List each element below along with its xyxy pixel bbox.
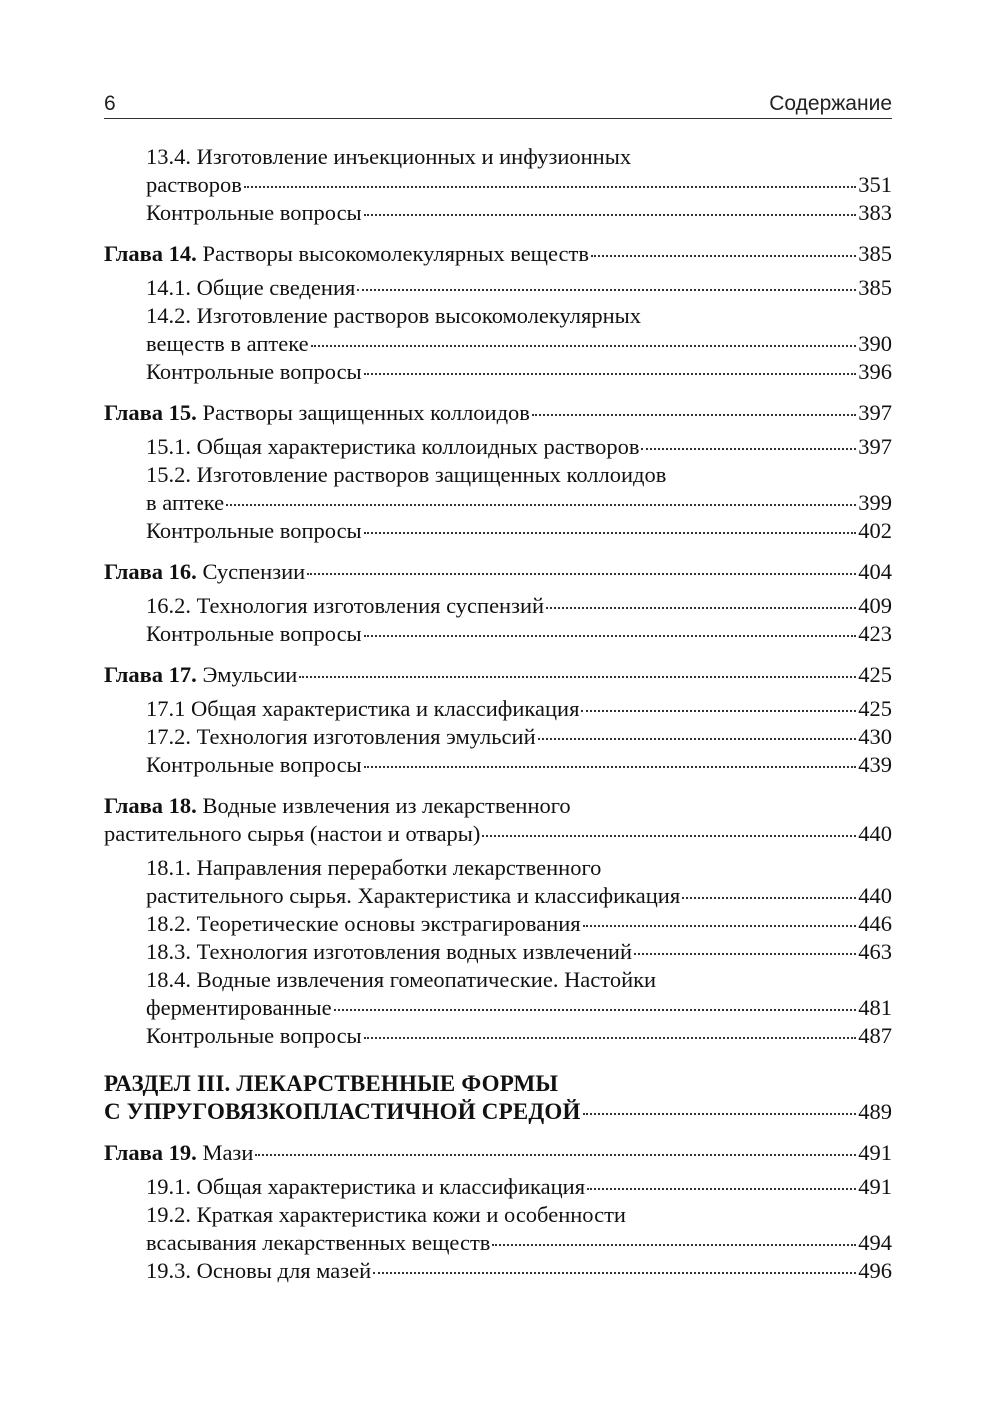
toc-chapter-17 xyxy=(104,661,892,779)
toc-group-ch13-cont xyxy=(104,143,892,227)
toc-item-title: Контрольные вопросы xyxy=(146,752,362,777)
dot-leader xyxy=(591,255,856,257)
toc-page-number: 385 xyxy=(858,275,892,300)
dot-leader xyxy=(334,1009,857,1011)
toc-item xyxy=(146,433,892,461)
toc-item-title: в аптеке xyxy=(146,490,225,515)
dot-leader xyxy=(482,835,856,837)
toc-item xyxy=(146,994,892,1022)
toc-item xyxy=(146,723,892,751)
dot-leader xyxy=(357,289,856,291)
chapter-title: Растворы защищенных коллоидов xyxy=(202,400,530,425)
toc-page-number: 425 xyxy=(858,696,892,721)
running-title: Содержание xyxy=(769,92,892,115)
toc-page-number: 385 xyxy=(858,241,892,266)
chapter-label: Глава 19. xyxy=(104,1140,197,1165)
toc-item-title: ферментированные xyxy=(146,995,332,1020)
page-number: 6 xyxy=(104,92,116,115)
toc-page-number: 494 xyxy=(858,1230,892,1255)
dot-leader xyxy=(364,635,857,637)
toc-item-title: 15.1. Общая характеристика коллоидных растворов xyxy=(146,434,640,459)
toc-chapter-heading xyxy=(104,661,892,689)
dot-leader xyxy=(492,1244,856,1246)
toc-item xyxy=(146,199,892,227)
dot-leader xyxy=(546,607,856,609)
chapter-label: Глава 17. xyxy=(104,662,197,687)
toc-chapter-19 xyxy=(104,1139,892,1285)
toc-item xyxy=(146,1022,892,1050)
toc-item-title: 19.3. Основы для мазей xyxy=(146,1258,372,1283)
toc-item-title: Контрольные вопросы xyxy=(146,1023,362,1048)
dot-leader xyxy=(587,1188,856,1190)
section-title: РАЗДЕЛ III. ЛЕКАРСТВЕННЫЕ ФОРМЫ xyxy=(104,1071,559,1096)
toc-item-title: 19.1. Общая характеристика и классификация xyxy=(146,1174,586,1199)
toc-item xyxy=(146,1229,892,1257)
toc-item xyxy=(146,882,892,910)
toc-item-title: 18.4. Водные извлечения гомеопатические. Настойки xyxy=(146,967,657,992)
toc-item-title: растворов xyxy=(146,172,242,197)
chapter-title: растительного сырья (настои и отвары) xyxy=(104,821,481,846)
toc-page-number: 397 xyxy=(858,434,892,459)
chapter-title: Эмульсии xyxy=(202,662,298,687)
table-of-contents xyxy=(104,143,892,1285)
toc-page-number: 409 xyxy=(858,593,892,618)
toc-item xyxy=(146,620,892,648)
toc-item-title: веществ в аптеке xyxy=(146,331,309,356)
toc-item xyxy=(146,274,892,302)
dot-leader xyxy=(226,504,856,506)
dot-leader xyxy=(364,1037,857,1039)
toc-chapter-14 xyxy=(104,240,892,386)
toc-item-title: 19.2. Краткая характеристика кожи и особенности xyxy=(146,1202,626,1227)
toc-chapter-heading xyxy=(104,1139,892,1167)
dot-leader xyxy=(532,414,856,416)
dot-leader xyxy=(682,897,856,899)
toc-item-title: Контрольные вопросы xyxy=(146,518,362,543)
toc-item-title: 17.2. Технология изготовления эмульсий xyxy=(146,724,536,749)
toc-chapter-15 xyxy=(104,399,892,545)
toc-item xyxy=(146,938,892,966)
toc-item xyxy=(146,489,892,517)
toc-chapter-18 xyxy=(104,792,892,1050)
toc-page-number: 397 xyxy=(858,400,892,425)
toc-page-number: 491 xyxy=(858,1174,892,1199)
toc-chapter-heading xyxy=(104,399,892,427)
section-title: С УПРУГОВЯЗКОПЛАСТИЧНОЙ СРЕДОЙ xyxy=(104,1099,581,1124)
dot-leader xyxy=(307,573,856,575)
toc-page-number: 489 xyxy=(858,1099,892,1124)
toc-chapter-heading xyxy=(104,240,892,268)
dot-leader xyxy=(299,676,856,678)
toc-page-number: 440 xyxy=(858,821,892,846)
toc-page-number: 481 xyxy=(858,995,892,1020)
toc-page-number: 430 xyxy=(858,724,892,749)
toc-item-title: 18.1. Направления переработки лекарственного xyxy=(146,855,602,880)
toc-item-title: 14.1. Общие сведения xyxy=(146,275,356,300)
toc-page-number: 425 xyxy=(858,662,892,687)
dot-leader xyxy=(364,532,857,534)
toc-item-title: 14.2. Изготовление растворов высокомолекулярных xyxy=(146,303,642,328)
toc-item-title: 17.1 Общая характеристика и классификация xyxy=(146,696,580,721)
toc-page-number: 404 xyxy=(858,559,892,584)
dot-leader xyxy=(364,766,857,768)
toc-item xyxy=(146,330,892,358)
toc-page-number: 491 xyxy=(858,1140,892,1165)
toc-item-title: Контрольные вопросы xyxy=(146,621,362,646)
chapter-label: Глава 16. xyxy=(104,559,197,584)
toc-item xyxy=(146,1257,892,1285)
toc-item-title: 15.2. Изготовление растворов защищенных коллоидов xyxy=(146,462,667,487)
toc-item xyxy=(146,171,892,199)
toc-page-number: 439 xyxy=(858,752,892,777)
chapter-label: Глава 14. xyxy=(104,241,197,266)
chapter-label: Глава 15. xyxy=(104,400,197,425)
dot-leader xyxy=(244,186,856,188)
chapter-title: Растворы высокомолекулярных веществ xyxy=(202,241,589,266)
dot-leader xyxy=(311,345,857,347)
running-header xyxy=(104,92,892,119)
toc-item-title: растительного сырья. Характеристика и классификация xyxy=(146,883,681,908)
dot-leader xyxy=(255,1154,856,1156)
dot-leader xyxy=(364,373,857,375)
toc-page-number: 402 xyxy=(858,518,892,543)
toc-page-number: 423 xyxy=(858,621,892,646)
toc-chapter-16 xyxy=(104,558,892,648)
toc-item xyxy=(146,517,892,545)
toc-page-number: 351 xyxy=(858,172,892,197)
toc-item xyxy=(146,1173,892,1201)
dot-leader xyxy=(373,1272,856,1274)
toc-page-number: 390 xyxy=(858,331,892,356)
chapter-title: Мази xyxy=(202,1140,254,1165)
dot-leader xyxy=(634,953,856,955)
toc-section-heading xyxy=(104,1098,892,1126)
dot-leader xyxy=(581,710,856,712)
toc-page-number: 399 xyxy=(858,490,892,515)
toc-item-title: 18.3. Технология изготовления водных извлечений xyxy=(146,939,632,964)
toc-page-number: 440 xyxy=(858,883,892,908)
toc-item xyxy=(146,358,892,386)
chapter-label: Глава 18. xyxy=(104,793,197,818)
dot-leader xyxy=(364,214,857,216)
toc-item-title: всасывания лекарственных веществ xyxy=(146,1230,491,1255)
dot-leader xyxy=(583,1113,857,1115)
toc-section-3 xyxy=(104,1070,892,1126)
toc-item xyxy=(146,695,892,723)
toc-item-title: 13.4. Изготовление инъекционных и инфузионных xyxy=(146,144,632,169)
toc-item xyxy=(146,910,892,938)
toc-item xyxy=(146,592,892,620)
toc-item-title: Контрольные вопросы xyxy=(146,200,362,225)
toc-page-number: 496 xyxy=(858,1258,892,1283)
toc-item xyxy=(146,751,892,779)
toc-chapter-heading xyxy=(104,820,892,848)
toc-item-title: 16.2. Технология изготовления суспензий xyxy=(146,593,545,618)
dot-leader xyxy=(583,925,857,927)
toc-item-title: 18.2. Теоретические основы экстрагирования xyxy=(146,911,581,936)
dot-leader xyxy=(538,738,857,740)
toc-page-number: 487 xyxy=(858,1023,892,1048)
chapter-title: Суспензии xyxy=(202,559,306,584)
toc-page-number: 463 xyxy=(858,939,892,964)
toc-page-number: 396 xyxy=(858,359,892,384)
toc-item-title: Контрольные вопросы xyxy=(146,359,362,384)
toc-page-number: 383 xyxy=(858,200,892,225)
page xyxy=(104,92,892,1298)
chapter-title: Водные извлечения из лекарственного xyxy=(202,793,571,818)
toc-page-number: 446 xyxy=(858,911,892,936)
toc-chapter-heading xyxy=(104,558,892,586)
dot-leader xyxy=(641,448,856,450)
